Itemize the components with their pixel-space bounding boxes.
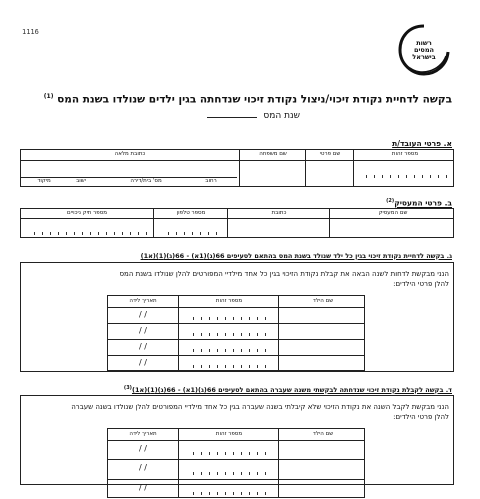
employer-name-label: שם המעסיק — [378, 210, 408, 216]
child-name-header: שם הילד — [312, 298, 334, 304]
table-row-1-date[interactable]: / / — [139, 444, 147, 453]
street-label: רחוב — [205, 178, 217, 184]
employer-phone-label: מספר טלפון — [176, 210, 206, 216]
last-name-label: שם משפחה — [259, 151, 287, 157]
child-name-header: שם הילד — [312, 431, 334, 437]
table-row-1-name[interactable] — [280, 308, 366, 323]
table-row-2-id[interactable] — [186, 330, 272, 336]
table-row-1-date[interactable]: / / — [139, 310, 147, 319]
table-row-2-date[interactable]: / / — [139, 326, 147, 335]
section-d-heading: ד. בקשה לקבלת נקודת זיכוי שנדחתה לבקשתי משנה שעברה בהתאם לסעיפים 66(ג)(1א) - 66(ג)(1)(א1)$^{(3)}$ — [123, 385, 452, 395]
section-d-paragraph: הנני מבקשת לקבל השנה את נקודת הזיכוי שלא קיבלתי בשנה שעברה בגין כל אחד מילדיי המפורטים להלן שנולדו בשנה שעברה להלן פרטי הילדים: — [71, 403, 449, 421]
employer-address-label: כתובת — [271, 210, 287, 216]
child-birthdate-header: תאריך לידה — [129, 431, 157, 437]
table-row-1-name[interactable] — [280, 441, 366, 459]
zip-label: מיקוד — [37, 178, 51, 184]
table-row-3-name[interactable] — [280, 480, 366, 499]
employee-details-table — [20, 149, 454, 187]
table-row-1-id[interactable] — [186, 449, 272, 455]
table-row-3-id[interactable] — [186, 489, 272, 495]
child-id-header: מספר זהות — [215, 431, 243, 437]
tax-year-input[interactable] — [207, 117, 257, 118]
section-c-heading: ג. בקשה לדחיית נקודת זיכוי בגין כל ילד שנולד בשנת המס בהתאם לסעיפים 66(ג)(1א) - 66(ג)(1)(א1) — [140, 252, 452, 260]
street-field[interactable] — [21, 161, 239, 177]
table-row-2-date[interactable]: / / — [139, 463, 147, 472]
form-number: 1116 — [22, 28, 39, 36]
section-d-box — [20, 395, 454, 492]
child-birthdate-header: תאריך לידה — [129, 298, 157, 304]
form-title: בקשה לדחיית נקודת זיכוי/ניצול נקודת זיכוי שנדחתה בגין ילדים שנולדו בשנת המס $^{(1)}$ — [43, 93, 452, 106]
city-label: ישוב — [76, 178, 86, 184]
last-name-field[interactable] — [241, 161, 305, 187]
table-row-4-date[interactable]: / / — [139, 358, 147, 367]
section-a-heading: א. פרטי העובד/ת — [392, 139, 452, 148]
tax-authority-logo — [396, 22, 452, 78]
table-row-4-id[interactable] — [186, 362, 272, 368]
address-label: כתובת מלאה — [114, 151, 146, 157]
table-row-2-name[interactable] — [280, 460, 366, 479]
table-row-1-id[interactable] — [186, 314, 272, 320]
deductions-file-field[interactable] — [27, 225, 147, 235]
employer-name-field[interactable] — [331, 219, 455, 239]
logo-text: רשות המסים בישראל — [412, 39, 436, 61]
employer-phone-field[interactable] — [161, 225, 221, 235]
first-name-label: שם פרטי — [319, 151, 341, 157]
section-d-children-table — [107, 428, 365, 498]
table-row-3-name[interactable] — [280, 340, 366, 355]
employer-address-field[interactable] — [229, 219, 329, 239]
table-row-3-date[interactable]: / / — [139, 483, 147, 492]
table-row-4-name[interactable] — [280, 356, 366, 371]
id-number-label: מספר זהות — [391, 151, 419, 157]
section-c-paragraph: הנני מבקשת לדחות לשנה הבאה את קבלת נקודת הזיכוי בגין כל אחד מילדיי המפורטים להלן שנולדו בשנת המס להלן פרטי הילדים: — [119, 270, 449, 288]
table-row-3-date[interactable]: / / — [139, 342, 147, 351]
employer-details-table — [20, 208, 454, 238]
house-apt-label: מס' בית/דירה — [130, 178, 162, 184]
table-row-2-id[interactable] — [186, 469, 272, 475]
first-name-field[interactable] — [307, 161, 353, 187]
section-b-heading: ב. פרטי המעסיק$^{(2)}$ — [386, 198, 452, 208]
deductions-file-label: מספר תיק ניכויים — [66, 210, 108, 216]
id-number-field[interactable] — [359, 168, 449, 178]
child-id-header: מספר זהות — [215, 298, 243, 304]
tax-year-line: שנת המס — [180, 111, 300, 121]
table-row-2-name[interactable] — [280, 324, 366, 339]
section-c-children-table — [107, 295, 365, 371]
section-c-box — [20, 262, 454, 372]
table-row-3-id[interactable] — [186, 346, 272, 352]
